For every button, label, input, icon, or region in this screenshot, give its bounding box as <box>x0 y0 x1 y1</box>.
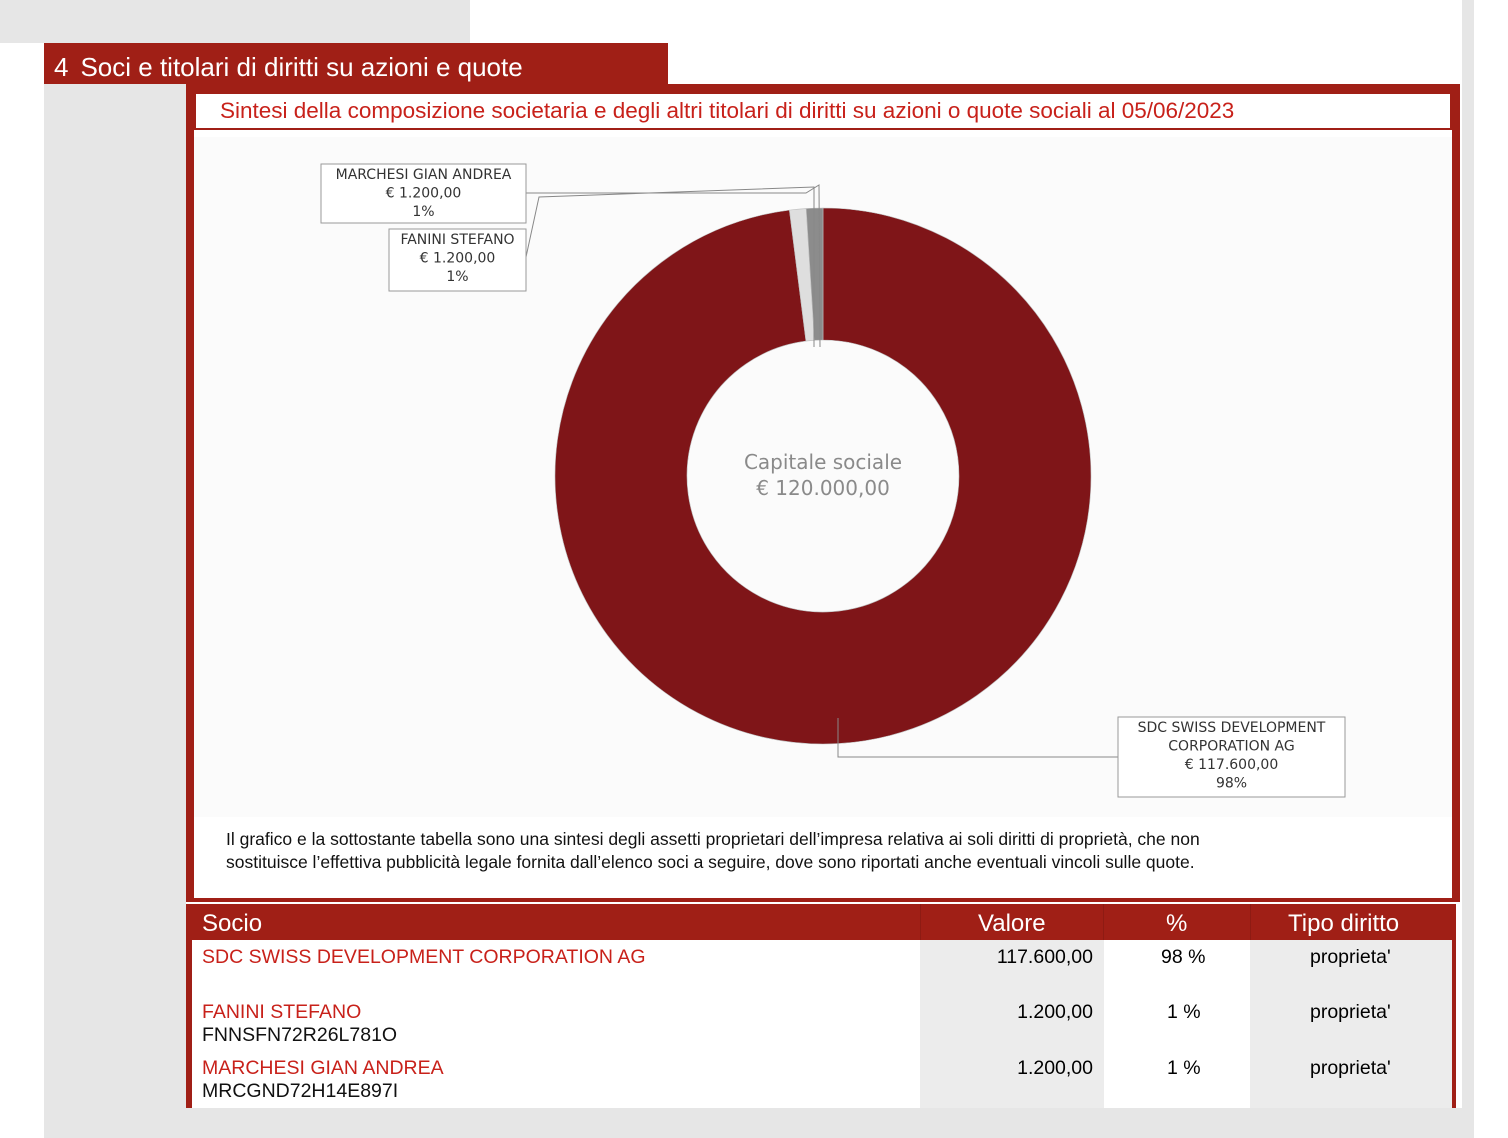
note-line-2: sostituisce l’effettiva pubblicità legale fornita dall’elenco soci a seguire, dove sono riportati anche eventuali vincoli sulle quote. <box>226 852 1195 872</box>
center-label-line2: € 120.000,00 <box>756 476 890 500</box>
section-title: Soci e titolari di diritti su azioni e quote <box>80 52 523 82</box>
slice-label-text: € 1.200,00 <box>419 250 496 267</box>
socio-tipo: proprieta' <box>1310 1057 1391 1079</box>
slice-label-text: 1% <box>446 269 469 285</box>
center-label-line1: Capitale sociale <box>743 450 903 474</box>
note-line-1: Il grafico e la sottostante tabella sono una sintesi degli assetti proprietari dell’impresa relativa ai soli diritti di proprietà, che non <box>226 829 1200 849</box>
socio-codice-fiscale: MRCGND72H14E897I <box>202 1080 399 1102</box>
slice-label-text: CORPORATION AG <box>1168 738 1295 755</box>
col-separator <box>920 904 921 940</box>
col-header-tipo: Tipo diritto <box>1288 910 1400 937</box>
page-gutter-bottom <box>44 1108 1474 1138</box>
socio-codice-fiscale: FNNSFN72R26L781O <box>202 1024 398 1046</box>
section-header <box>44 43 668 84</box>
socio-name: SDC SWISS DEVELOPMENT CORPORATION AG <box>202 946 646 968</box>
section-number: 4 <box>54 52 69 82</box>
socio-name: MARCHESI GIAN ANDREA <box>202 1057 444 1079</box>
socio-tipo: proprieta' <box>1310 946 1391 968</box>
table-right-rule <box>1452 940 1456 1108</box>
socio-percent: 1 % <box>1167 1057 1201 1079</box>
ownership-donut-chart <box>194 137 1452 817</box>
shareholders-table-header <box>186 904 1456 940</box>
col-separator <box>1250 904 1251 940</box>
slice-label-text: € 1.200,00 <box>385 185 462 202</box>
page-gutter-side <box>44 84 186 1138</box>
slice-label-text: FANINI STEFANO <box>400 232 515 248</box>
chart-area <box>194 137 1452 817</box>
socio-valore: 117.600,00 <box>996 946 1093 968</box>
socio-valore: 1.200,00 <box>1017 1001 1093 1023</box>
col-header-socio: Socio <box>202 910 263 937</box>
col-header-percent: % <box>1166 910 1188 937</box>
slice-label-text: 98% <box>1215 775 1248 792</box>
socio-valore: 1.200,00 <box>1017 1057 1093 1079</box>
col-header-valore: Valore <box>978 910 1046 937</box>
socio-percent: 98 % <box>1161 946 1206 968</box>
chart-note <box>226 828 1436 880</box>
socio-name: FANINI STEFANO <box>202 1001 362 1023</box>
panel-title: Sintesi della composizione societaria e degli altri titolari di diritti su azioni o quote sociali al 05/06/2023 <box>220 98 1235 123</box>
socio-percent: 1 % <box>1167 1001 1201 1023</box>
slice-label-text: MARCHESI GIAN ANDREA <box>335 167 512 183</box>
table-left-rule <box>186 940 192 1108</box>
page-gutter-top-right <box>1462 0 1474 1138</box>
col-separator <box>1103 904 1104 940</box>
slice-label-text: SDC SWISS DEVELOPMENT <box>1137 720 1326 736</box>
slice-label-text: € 117.600,00 <box>1184 757 1279 773</box>
socio-tipo: proprieta' <box>1310 1001 1391 1023</box>
page-gutter-left <box>0 0 470 43</box>
slice-label-text: 1% <box>412 204 435 220</box>
